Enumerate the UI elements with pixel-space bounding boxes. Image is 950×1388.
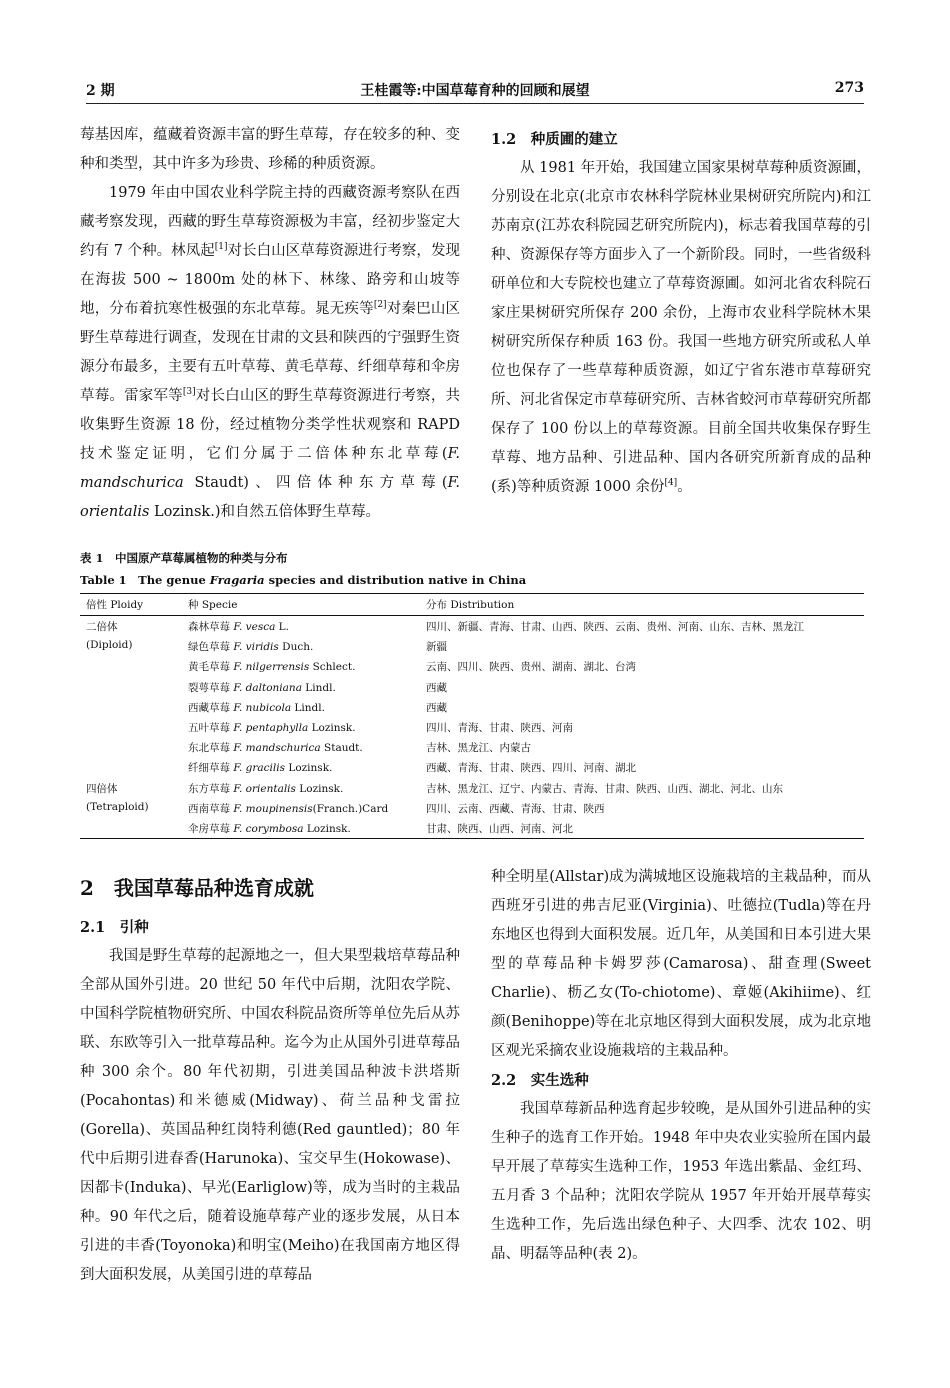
issue-label: 2 期	[86, 83, 115, 99]
column-top-right	[491, 125, 871, 502]
paragraph: 我国是野生草莓的起源地之一，但大果型栽培草莓品种全部从国外引进。20 世纪 50 年代中后期，沈阳农学院、中国科学院植物研究所、中国农科院品资所等单位先后从苏联、东欧等引入一批草莓品种。迄今为止从国外引进草莓品种 300 余个。80 年代初期，引进美国品种波卡洪塔斯(Pocahontas)和米德威(Midway)、荷兰品种戈雷拉(Gorella)、英国品种红岗特利德(Red gauntled)；80 年代中后期引进春香(Harunoka)、宝交早生(Hokowase)、因都卡(Induka)、早光(Earliglow)等，成为当时的主栽品种。90 年代之后，随着设施草莓产业的逐步发展，从日本引进的丰香(Toyonoka)和明宝(Meiho)在我国南方地区得到大面积发展，从美国引进的草莓品	[80, 948, 460, 1283]
table-row: (Tetraploid) 西南草莓 F. moupinensis(Franch.)Card 四川、云南、西藏、青海、甘肃、陕西	[86, 800, 605, 815]
subsection-heading: 1.2 种质圃的建立	[491, 131, 618, 148]
table-row: 二倍体 森林草莓 F. vesca L. 四川、新疆、青海、甘肃、山西、陕西、云南、贵州、河南、山东、吉林、黑龙江	[86, 621, 804, 633]
column-bottom-left	[80, 867, 460, 1290]
table-row: (Diploid) 绿色草莓 F. viridis Duch. 新疆	[86, 639, 447, 654]
header-distribution: 分布 Distribution	[426, 599, 515, 611]
table-row: 西藏草莓 F. nubicola Lindl. 西藏	[188, 701, 447, 714]
table-caption-en: Table 1 The genue Fragaria species and distribution native in China	[80, 573, 527, 587]
table-row: 纤细草莓 F. gracilis Lozinsk. 西藏、青海、甘肃、陕西、四川、河南、湖北	[188, 762, 636, 775]
species-table	[80, 593, 864, 839]
table-header	[80, 594, 864, 616]
paragraph: 从 1981 年开始，我国建立国家果树草莓种质资源圃，分别设在北京(北京市农林科学院林业果树研究所院内)和江苏南京(江苏农科院园艺研究所院内)，标志着我国草莓的引种、资源保存等方面步入了一个新阶段。同时，一些省级科研单位和大专院校也建立了草莓资源圃。如河北省农科院石家庄果树研究所保存 200 余份，上海市农业科学院林木果树研究所保存种质 163 份。我国一些地方研究所或私人单位也保存了一些草莓种质资源，如辽宁省东港市草莓研究所、河北省保定市草莓研究所、吉林省蛟河市草莓研究所都保存了 100 份以上的草莓资源。目前全国共收集保存野生草莓、地方品种、引进品种、国内各研究所新育成的品种(系)等种质资源 1000 余份[4]。	[491, 160, 871, 495]
table-row: 裂萼草莓 F. daltoniana Lindl. 西藏	[188, 681, 447, 694]
paragraph: 1979 年由中国农业科学院主持的西藏资源考察队在西藏考察发现，西藏的野生草莓资源极为丰富，经初步鉴定大约有 7 个种。林凤起[1]对长白山区草莓资源进行考察，发现在海拔 500 ~ 1800m 处的林下、林缘、路旁和山坡等地，分布着抗寒性极强的东北草莓。晁无疾等[2]对秦巴山区野生草莓进行调查，发现在甘肃的文县和陕西的宁强野生资源分布最多，主要有五叶草莓、黄毛草莓、纤细草莓和伞房草莓。雷家军等[3]对长白山区的野生草莓资源进行考察，共收集野生资源 18 份，经过植物分类学性状观察和 RAPD 技术鉴定证明，它们分属于二倍体种东北草莓(F. mandschurica Staudt)、四倍体种东方草莓(F. orientalis Lozinsk.)和自然五倍体野生草莓。	[80, 185, 461, 520]
paragraph: 莓基因库，蕴藏着资源丰富的野生草莓，存在较多的种、变种和类型，其中许多为珍贵、珍稀的种质资源。	[80, 127, 460, 172]
column-top-left	[80, 121, 460, 527]
subsection-heading: 2.2 实生选种	[491, 1072, 589, 1089]
running-title: 王桂霞等:中国草莓育种的回顾和展望	[360, 83, 590, 99]
table-caption-cn: 表 1 中国原产草莓属植物的种类与分布	[80, 551, 288, 565]
table-row: 四倍体 东方草莓 F. orientalis Lozinsk. 吉林、黑龙江、辽宁、内蒙古、青海、甘肃、陕西、山西、湖北、河北、山东	[86, 782, 783, 795]
citation: [2]	[373, 300, 387, 311]
section-heading: 2 我国草莓品种选育成就	[80, 876, 314, 900]
header-rule	[86, 103, 864, 104]
table-row: 五叶草莓 F. pentaphylla Lozinsk. 四川、青海、甘肃、陕西、河南	[188, 721, 573, 734]
running-header	[86, 80, 864, 104]
citation: [4]	[664, 478, 678, 489]
paragraph: 我国草莓新品种选育起步较晚，是从国外引进品种的实生种子的选育工作开始。1948 年中央农业实验所在国内最早开展了草莓实生选种工作，1953 年选出紫晶、金红玛、五月香 3 个品种；沈阳农学院从 1957 年开始开展草莓实生选种工作，先后选出绿色种子、大四季、沈农 102、明晶、明磊等品种(表 2)。	[491, 1101, 871, 1262]
table-row: 东北草莓 F. mandschurica Staudt. 吉林、黑龙江、内蒙古	[188, 742, 531, 755]
citation: [3]	[182, 387, 196, 398]
column-bottom-right	[491, 863, 871, 1269]
header-species: 种 Specie	[188, 599, 238, 611]
table-row: 伞房草莓 F. corymbosa Lozinsk. 甘肃、陕西、山西、河南、河北	[188, 822, 573, 835]
page-number: 273	[834, 80, 864, 96]
subsection-heading: 2.1 引种	[80, 919, 149, 936]
table-row: 黄毛草莓 F. nilgerrensis Schlect. 云南、四川、陕西、贵州、湖南、湖北、台湾	[188, 661, 636, 674]
paragraph: 种全明星(Allstar)成为满城地区设施栽培的主栽品种，而从西班牙引进的弗吉尼亚(Virginia)、吐德拉(Tudla)等在丹东地区也得到大面积发展。近几年，从美国和日本引进大果型的草莓品种卡姆罗莎(Camarosa)、甜查理(Sweet Charlie)、枥乙女(To-chiotome)、章姬(Akihiime)、红颜(Benihoppe)等在北京地区得到大面积发展，成为北京地区观光采摘农业设施栽培的主栽品种。	[491, 869, 871, 1059]
header-ploidy: 倍性 Ploidy	[86, 599, 144, 611]
citation: [1]	[214, 242, 228, 253]
